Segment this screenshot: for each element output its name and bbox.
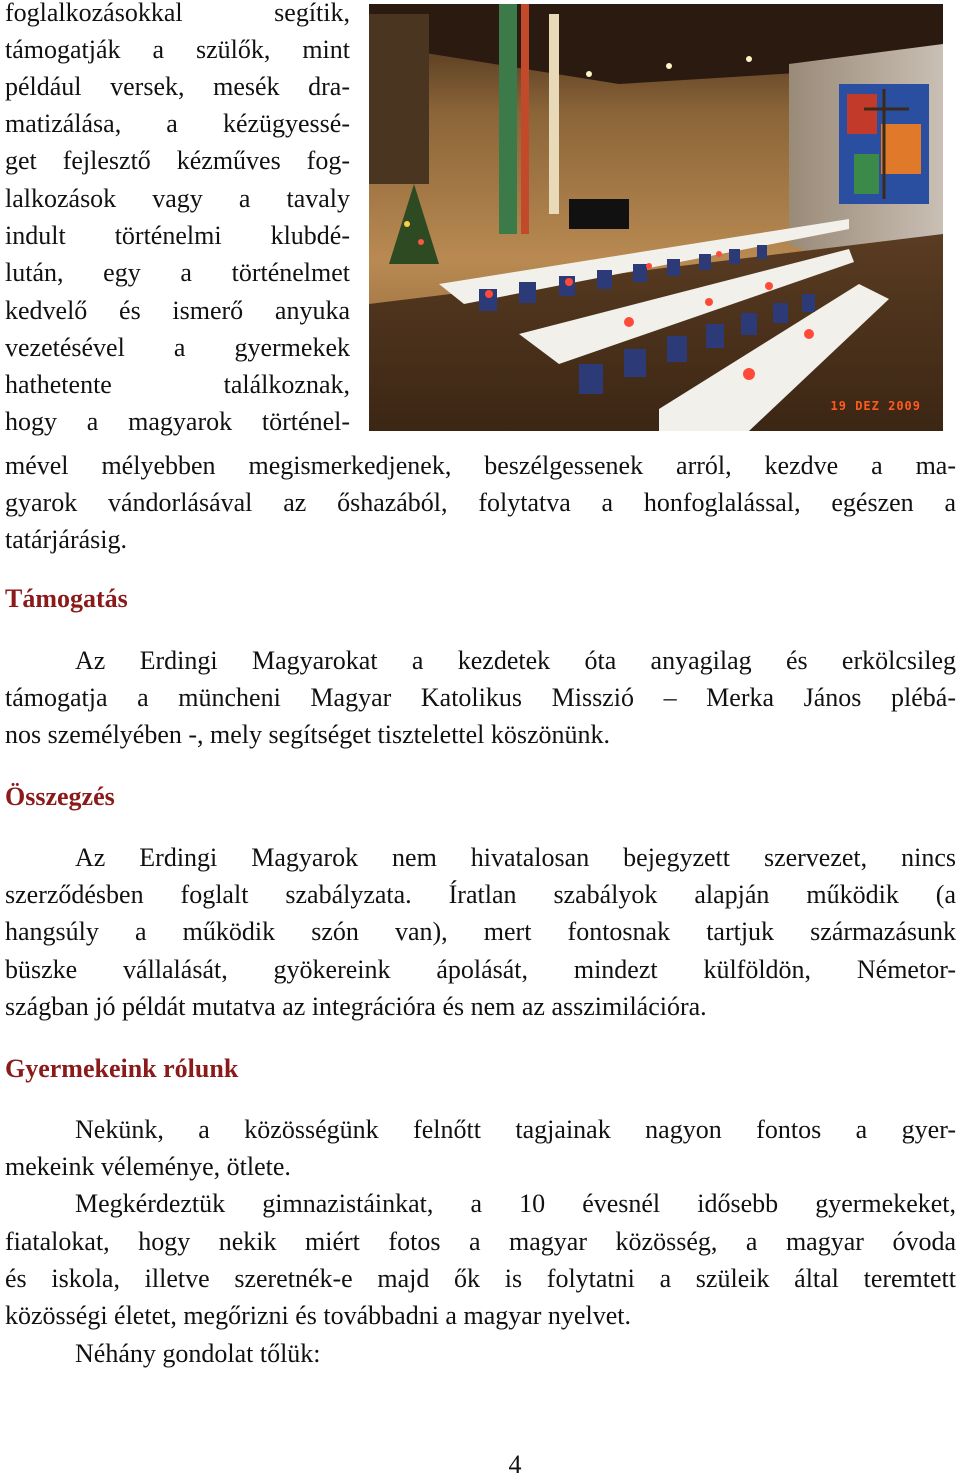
wrap-line: vezetésével a gyermekek bbox=[5, 333, 350, 362]
wrap-line: támogatják a szülők, mint bbox=[5, 35, 350, 64]
wrap-line: hogy a magyarok történel- bbox=[5, 407, 350, 436]
paragraph-line: mével mélyebben megismerkedjenek, beszélgessenek arról, kezdve a ma- bbox=[5, 451, 956, 480]
community-hall-photo bbox=[369, 4, 943, 431]
paragraph-line: büszke vállalását, gyökereink ápolását, mindezt külföldön, Németor- bbox=[5, 955, 956, 984]
wrap-line: get fejlesztő kézműves fog- bbox=[5, 146, 350, 175]
paragraph-line: Az Erdingi Magyarok nem hivatalosan bejegyzett szervezet, nincs bbox=[75, 843, 956, 872]
paragraph-line: mekeink véleménye, ötlete. bbox=[5, 1152, 291, 1181]
paragraph-line: gyarok vándorlásával az őshazából, folytatva a honfoglalással, egészen a bbox=[5, 488, 956, 517]
paragraph-line: nos személyében -, mely segítséget tisztelettel köszönünk. bbox=[5, 720, 611, 749]
wrap-line: például versek, mesék dra- bbox=[5, 72, 350, 101]
paragraph-line: közösségi életet, megőrizni és továbbadni a magyar nyelvet. bbox=[5, 1301, 631, 1330]
wrap-line: lután, egy a történelmet bbox=[5, 258, 350, 287]
wrap-line: matizálása, a kézügyessé- bbox=[5, 109, 350, 138]
photo-datestamp: 19 DEZ 2009 bbox=[830, 399, 921, 413]
paragraph-line: és iskola, illetve szeretnék-e majd ők is folytatni a szüleik által teremtett bbox=[5, 1264, 956, 1293]
wrap-line: foglalkozásokkal segítik, bbox=[5, 0, 350, 27]
wrap-line: hathetente találkoznak, bbox=[5, 370, 350, 399]
paragraph-line: hangsúly a működik szón van), mert fontosnak tartjuk származásunk bbox=[5, 917, 956, 946]
paragraph-line: fiatalokat, hogy nekik miért fotos a magyar közösség, a magyar óvoda bbox=[5, 1227, 956, 1256]
paragraph-line: Megkérdeztük gimnazistáinkat, a 10 évesnél idősebb gyermekeket, bbox=[75, 1189, 956, 1218]
wrap-line: kedvelő és ismerő anyuka bbox=[5, 296, 350, 325]
paragraph-line: Az Erdingi Magyarokat a kezdetek óta anyagilag és erkölcsileg bbox=[75, 646, 956, 675]
paragraph-line: támogatja a müncheni Magyar Katolikus Misszió – Merka János plébá- bbox=[5, 683, 956, 712]
wrap-line: lalkozások vagy a tavaly bbox=[5, 184, 350, 213]
wrap-line: indult történelmi klubdé- bbox=[5, 221, 350, 250]
section-heading-osszegzes: Összegzés bbox=[5, 782, 115, 811]
paragraph-line: szágban jó példát mutatva az integrációra és nem az asszimilációra. bbox=[5, 992, 707, 1021]
section-heading-gyermekeink-rolunk: Gyermekeink rólunk bbox=[5, 1054, 239, 1083]
paragraph-line: tatárjárásig. bbox=[5, 525, 127, 554]
paragraph-line: Néhány gondolat tőlük: bbox=[75, 1339, 321, 1368]
paragraph-line: Nekünk, a közösségünk felnőtt tagjainak nagyon fontos a gyer- bbox=[75, 1115, 956, 1144]
section-heading-tamogatas: Támogatás bbox=[5, 584, 128, 613]
page-number: 4 bbox=[508, 1450, 522, 1479]
paragraph-line: szerződésben foglalt szabályzata. Íratlan szabályok alapján működik (a bbox=[5, 880, 956, 909]
